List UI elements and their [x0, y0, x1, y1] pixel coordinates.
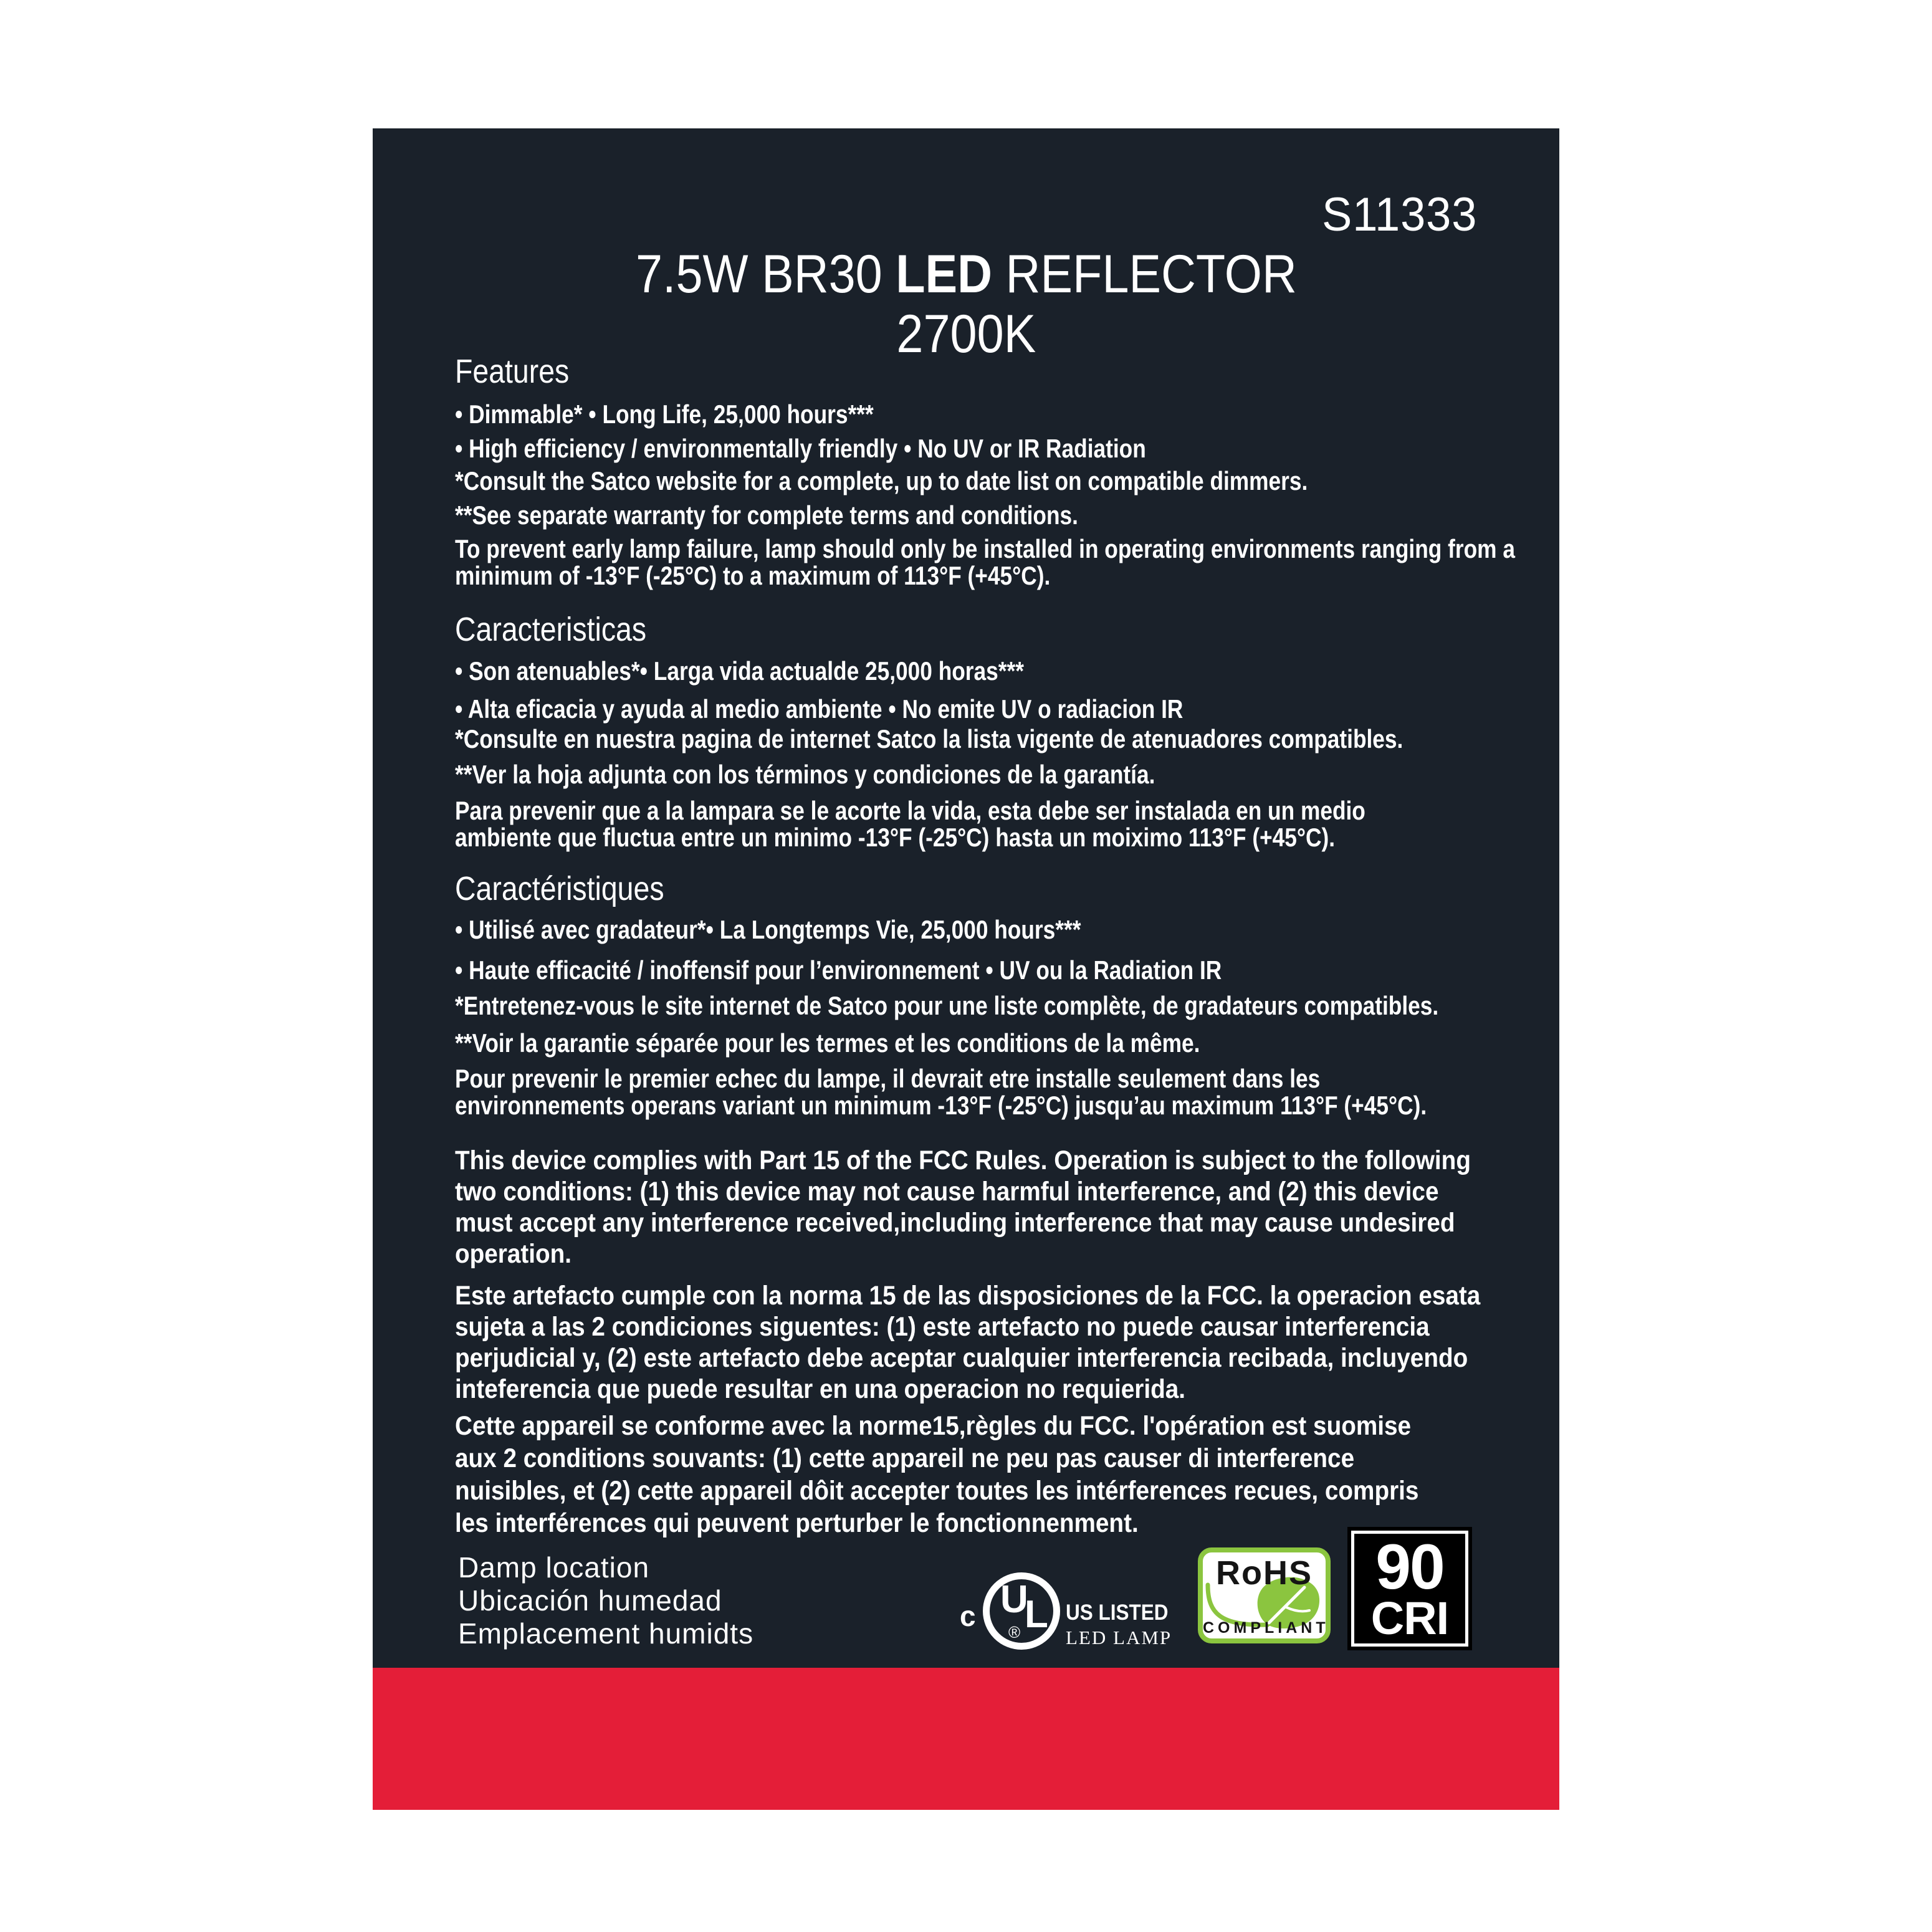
caracteristiques-notes: [455, 987, 1477, 1062]
features-bullets: [455, 397, 1477, 466]
caracteristicas-warning: Para prevenir que a la lampara se le acorte la vida, esta debe ser instalada en un medio ambiente que fluctua entre un minimo -13°F (-25°C) hasta un moiximo 113°F (+45°C).: [455, 796, 1365, 852]
location-line-es: Ubicación humedad: [458, 1584, 722, 1617]
fcc-statement-es: Este artefacto cumple con la norma 15 de las disposiciones de la FCC. la operacion esata sujeta a las 2 condiciones siguentes: (1) este artefacto no puede causar interferencia perjudicial y, (2) este artefacto debe aceptar cualquier interferencia recibada, incluyendo inteferencia que puede resultar en una operacion no requierida.: [455, 1281, 1481, 1404]
feature-bullet: • Dimmable* • Long Life, 25,000 hours***: [455, 399, 874, 429]
title-led-bold: LED: [895, 244, 992, 304]
caracteristicas-bullet: • Alta eficacia y ayuda al medio ambiente • No emite UV o radiacion IR: [455, 694, 1184, 724]
ul-led-lamp-text: LED LAMP: [1066, 1627, 1172, 1648]
product-code: [455, 188, 1477, 242]
cri-90-badge: [1347, 1527, 1472, 1650]
rohs-compliant-badge: [1198, 1547, 1331, 1643]
ul-listed-icon: [983, 1572, 1060, 1650]
product-title-line1: 7.5W BR30 LED REFLECTOR: [635, 244, 1297, 304]
feature-note: **See separate warranty for complete terms and conditions.: [455, 500, 1078, 530]
caracteristiques-heading: Caractéristiques: [455, 870, 664, 907]
ul-canada-c: c: [960, 1600, 976, 1632]
fcc-statement-en: This device complies with Part 15 of the FCC Rules. Operation is subject to the following two conditions: (1) this device may not cause harmful interference, and (2) this device must accept any interference received,including interference that may cause undesired operation.: [455, 1145, 1471, 1269]
features-warning: To prevent early lamp failure, lamp should only be installed in operating environments ranging from a minimum of -13°F (-25°C) to a maximum of 113°F (+45°C).: [455, 534, 1515, 590]
caracteristicas-heading: Caracteristicas: [455, 611, 647, 648]
product-title-line2: 2700K: [896, 304, 1036, 364]
cri-unit: CRI: [1370, 1592, 1449, 1644]
caracteristicas-note: **Ver la hoja adjunta con los términos y condiciones de la garantía.: [455, 760, 1155, 789]
caracteristiques-bullet: • Utilisé avec gradateur*• La Longtemps Vie, 25,000 hours***: [455, 915, 1081, 944]
ul-us-listed-text: US LISTED: [1066, 1600, 1169, 1625]
product-title: [455, 244, 1477, 364]
caracteristicas-bullet: • Son atenuables*• Larga vida actualde 25,000 horas***: [455, 656, 1024, 686]
caracteristiques-bullet: • Haute efficacité / inoffensif pour l’environnement • UV ou la Radiation IR: [455, 955, 1222, 985]
caracteristicas-notes: [455, 721, 1477, 792]
fcc-statement-fr: Cette appareil se conforme avec la norme15,règles du FCC. l'opération est suomise aux 2 conditions souvants: (1) cette appareil ne peu pas causer di interference nuisibles, et (2) cette appareil dôit accepter toutes les intérferences recues, compris les interférences qui peuvent perturber le fonctionnenment.: [455, 1411, 1419, 1538]
registered-trademark-icon: ®: [1008, 1623, 1021, 1642]
product-code-text: S11333: [1321, 188, 1477, 241]
red-brand-band: [373, 1668, 1559, 1810]
features-heading: Features: [455, 353, 570, 390]
cri-value: 90: [1375, 1531, 1444, 1602]
rohs-compliant-text: COMPLIANT: [1203, 1619, 1329, 1637]
caracteristicas-note: *Consulte en nuestra pagina de internet Satco la lista vigente de atenuadores compatibles.: [455, 724, 1404, 753]
feature-bullet: • High efficiency / environmentally friendly • No UV or IR Radiation: [455, 434, 1146, 463]
ul-letter-l: L: [1025, 1593, 1048, 1636]
rohs-title: RoHS: [1216, 1554, 1313, 1592]
features-notes: [455, 464, 1477, 532]
label-panel: [373, 128, 1559, 1810]
location-line-fr: Emplacement humidts: [458, 1617, 754, 1650]
caracteristicas-bullets: [455, 652, 1477, 728]
caracteristiques-warning: Pour prevenir le premier echec du lampe, il devrait etre installe seulement dans les environnements operans variant un minimum -13°F (-25°C) jusqu’au maximum 113°F (+45°C).: [455, 1064, 1427, 1120]
ul-letter-u: U: [1000, 1578, 1028, 1621]
caracteristiques-note: **Voir la garantie séparée pour les termes et les conditions de la même.: [455, 1028, 1200, 1058]
location-line-en: Damp location: [458, 1551, 650, 1584]
feature-note: *Consult the Satco website for a complete, up to date list on compatible dimmers.: [455, 466, 1308, 495]
caracteristiques-bullets: [455, 909, 1477, 990]
caracteristiques-note: *Entretenez-vous le site internet de Satco pour une liste complète, de gradateurs compatibles.: [455, 991, 1439, 1020]
